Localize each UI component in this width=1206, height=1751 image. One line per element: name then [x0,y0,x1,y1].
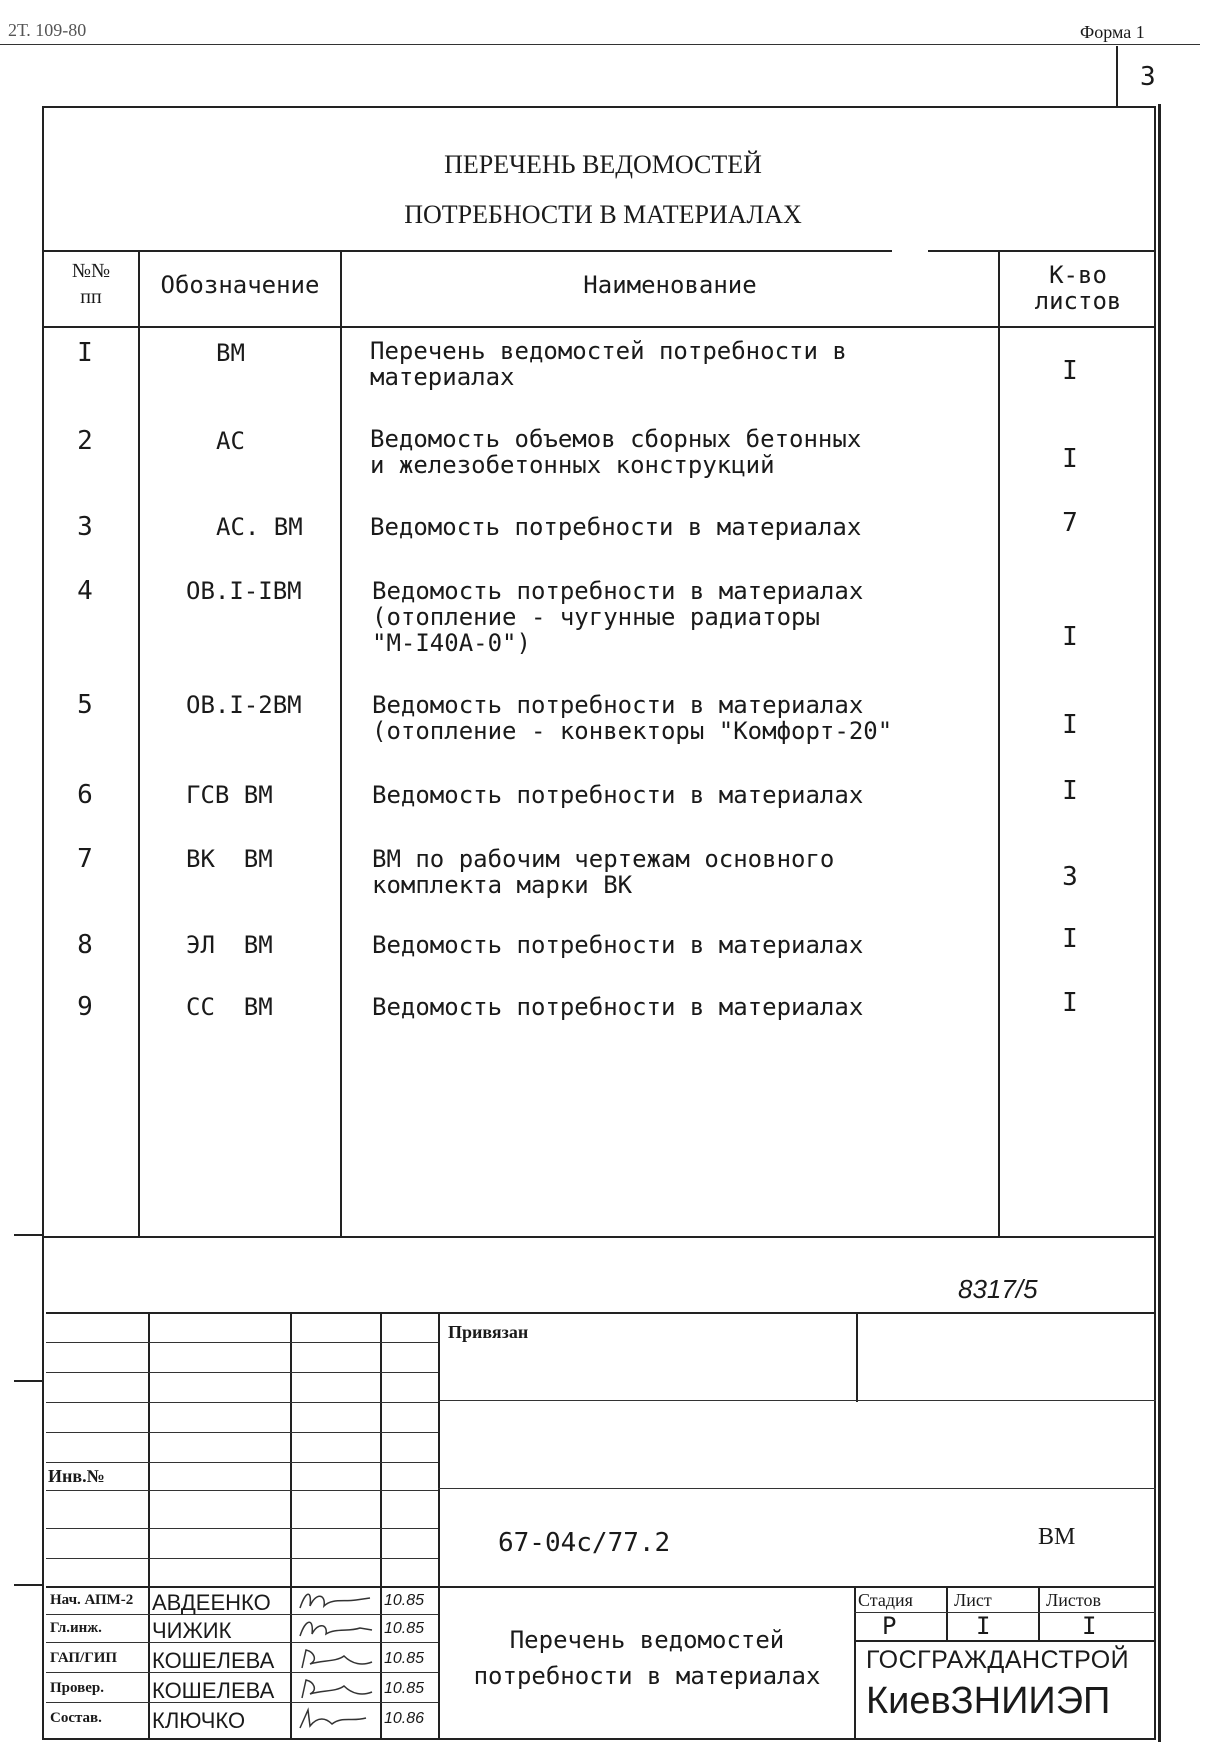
row-name-line: комплекта марки ВК [372,871,633,899]
signer-name: КОШЕЛЕВА [152,1648,275,1673]
top-left-code: 2Т. 109-80 [8,20,87,40]
row-name-line: Перечень ведомостей потребности в [370,337,847,365]
row-name-line: (отопление - конвекторы "Комфорт-20" [372,717,893,745]
signer-date: 10.85 [384,1620,425,1637]
row-name-line: Ведомость потребности в материалах [372,931,864,959]
signature-icon [296,1646,376,1672]
doc-mark: ВМ [1038,1524,1076,1550]
stamp-doc-title-line1: Перечень ведомостей [509,1626,785,1654]
row-num: 8 [77,930,93,960]
row-name-line: (отопление - чугунные радиаторы [372,603,820,631]
row-count: I [1062,444,1078,474]
signer-date: 10.86 [384,1710,425,1727]
row-code: ВМ [216,339,245,367]
header-num-line2: пп [80,286,102,308]
row-name-line: ВМ по рабочим чертежам основного [372,845,835,873]
signer-name: КЛЮЧКО [152,1708,246,1733]
privyazan-label: Привязан [448,1322,529,1342]
stamp-doc-title-line2: потребности в материалах [473,1662,821,1690]
header-count-line1: К-во [1049,261,1107,289]
header-count [1000,262,1156,314]
sheet-label: Лист [954,1590,992,1610]
signer-name: АВДЕЕНКО [152,1590,271,1615]
row-name-line: Ведомость потребности в материалах [372,691,864,719]
row-num: 6 [77,780,93,810]
signature-icon [296,1706,376,1732]
row-count: I [1062,776,1078,806]
header-name: Наименование [583,271,757,299]
row-count: I [1062,924,1078,954]
row-count: 3 [1062,862,1078,892]
row-count: 7 [1062,508,1078,538]
row-num: 7 [77,844,93,874]
signer-date: 10.85 [384,1592,425,1609]
sheet-corner-number: 3 [1140,62,1156,92]
org-line1: ГОСГРАЖДАНСТРОЙ [866,1646,1130,1674]
archive-number: 8317/5 [958,1274,1038,1304]
signer-role: Нач. АПМ-2 [50,1592,134,1608]
doc-code: 67-04с/77.2 [498,1528,671,1558]
header-count-line2: листов [1034,287,1122,315]
row-code: АС. ВМ [216,513,303,541]
top-rule [0,44,1200,45]
sheet-value: I [976,1612,991,1640]
row-num: 9 [77,992,93,1022]
row-code: ВК ВМ [186,845,273,873]
row-num: 2 [77,426,93,456]
row-name-line: и железобетонных конструкций [370,451,775,479]
signer-role: Состав. [50,1710,102,1726]
row-count: I [1062,622,1078,652]
page-title-line2: ПОТРЕБНОСТИ В МАТЕРИАЛАХ [404,200,802,229]
signer-date: 10.85 [384,1680,425,1697]
row-name-line: Ведомость потребности в материалах [372,781,864,809]
row-num: 3 [77,512,93,542]
row-code: ОВ.I-IВМ [186,577,302,605]
org-line2: КиевЗНИИЭП [866,1680,1111,1722]
header-num [44,258,138,310]
signature-icon [296,1588,376,1614]
row-code: ОВ.I-2ВМ [186,691,302,719]
row-count: I [1062,356,1078,386]
row-count: I [1062,710,1078,740]
signer-name: КОШЕЛЕВА [152,1678,275,1703]
stage-label: Стадия [858,1590,913,1610]
signer-name: ЧИЖИК [152,1618,232,1643]
signature-icon [296,1616,376,1642]
signer-role: ГАП/ГИП [50,1650,118,1666]
row-count: I [1062,988,1078,1018]
row-num: 4 [77,576,93,606]
row-code: ЭЛ ВМ [186,931,273,959]
stage-value: Р [882,1612,897,1640]
sheets-value: I [1082,1612,1097,1640]
header-designation: Обозначение [160,271,320,299]
row-name-line: Ведомость объемов сборных бетонных [370,425,862,453]
page-title-line1: ПЕРЕЧЕНЬ ВЕДОМОСТЕЙ [444,150,762,179]
signer-role: Провер. [50,1680,104,1696]
row-code: СС ВМ [186,993,273,1021]
inv-label: Инв.№ [48,1466,105,1486]
row-num: 5 [77,690,93,720]
signer-date: 10.85 [384,1650,425,1667]
row-num: I [77,338,93,368]
row-name-line: Ведомость потребности в материалах [372,993,864,1021]
sheets-label: Листов [1046,1590,1101,1610]
form-label: Форма 1 [1080,22,1145,42]
row-code: АС [216,427,245,455]
header-num-line1: №№ [71,260,111,282]
row-name-line: Ведомость потребности в материалах [370,513,862,541]
row-name-line: "М-I40А-0") [372,629,531,657]
row-code: ГСВ ВМ [186,781,273,809]
row-name-line: материалах [370,363,515,391]
row-name-line: Ведомость потребности в материалах [372,577,864,605]
signature-icon [296,1676,376,1702]
signer-role: Гл.инж. [50,1620,102,1636]
